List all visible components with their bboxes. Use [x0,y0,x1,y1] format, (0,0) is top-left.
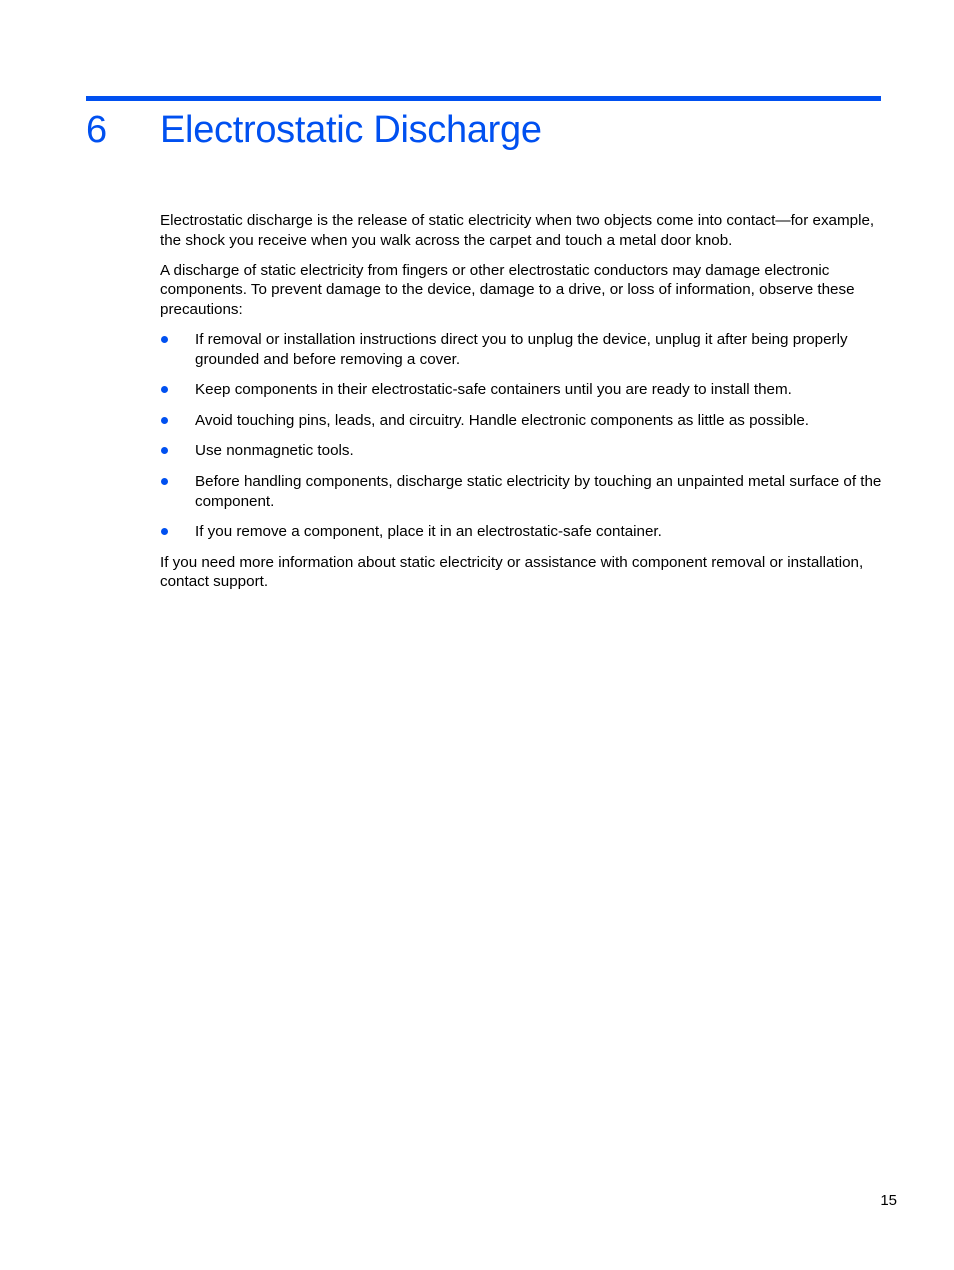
list-item [160,472,882,511]
warning-paragraph: A discharge of static electricity from fingers or other electrostatic conductors may damage electronic components. To prevent damage to the device, damage to a drive, or loss of information, observe these precautions: [160,261,855,318]
list-item-text: Avoid touching pins, leads, and circuitry. Handle electronic components as little as possible. [195,411,810,429]
precautions-list [160,330,882,542]
bullet-icon [161,386,168,393]
list-item-text: Keep components in their electrostatic-safe containers until you are ready to install them. [195,381,792,399]
bullet-icon [161,478,168,485]
bullet-icon [161,336,168,343]
bullet-icon [161,528,168,535]
chapter-title: Electrostatic Discharge [160,109,542,151]
list-item-text: Use nonmagnetic tools. [195,442,354,460]
page-number: 15 [880,1192,897,1209]
chapter-number: 6 [86,109,107,151]
list-item [160,522,882,542]
list-item [160,380,882,400]
bullet-icon [161,417,168,424]
list-item [160,441,882,461]
chapter-content [160,211,882,602]
list-item [160,411,882,431]
intro-paragraph: Electrostatic discharge is the release of static electricity when two objects come into contact—for example, the shock you receive when you walk across the carpet and touch a metal door knob. [160,212,875,249]
chapter-heading [86,106,542,156]
chapter-rule [86,96,881,101]
list-item-text: Before handling components, discharge static electricity by touching an unpainted metal surface of the component. [195,472,882,510]
list-item-text: If removal or installation instructions direct you to unplug the device, unplug it after being properly grounded and before removing a cover. [195,330,848,368]
closing-paragraph: If you need more information about static electricity or assistance with component removal or installation, contact support. [160,553,864,591]
list-item-text: If you remove a component, place it in an electrostatic-safe container. [195,523,662,541]
list-item [160,330,882,369]
bullet-icon [161,447,168,454]
